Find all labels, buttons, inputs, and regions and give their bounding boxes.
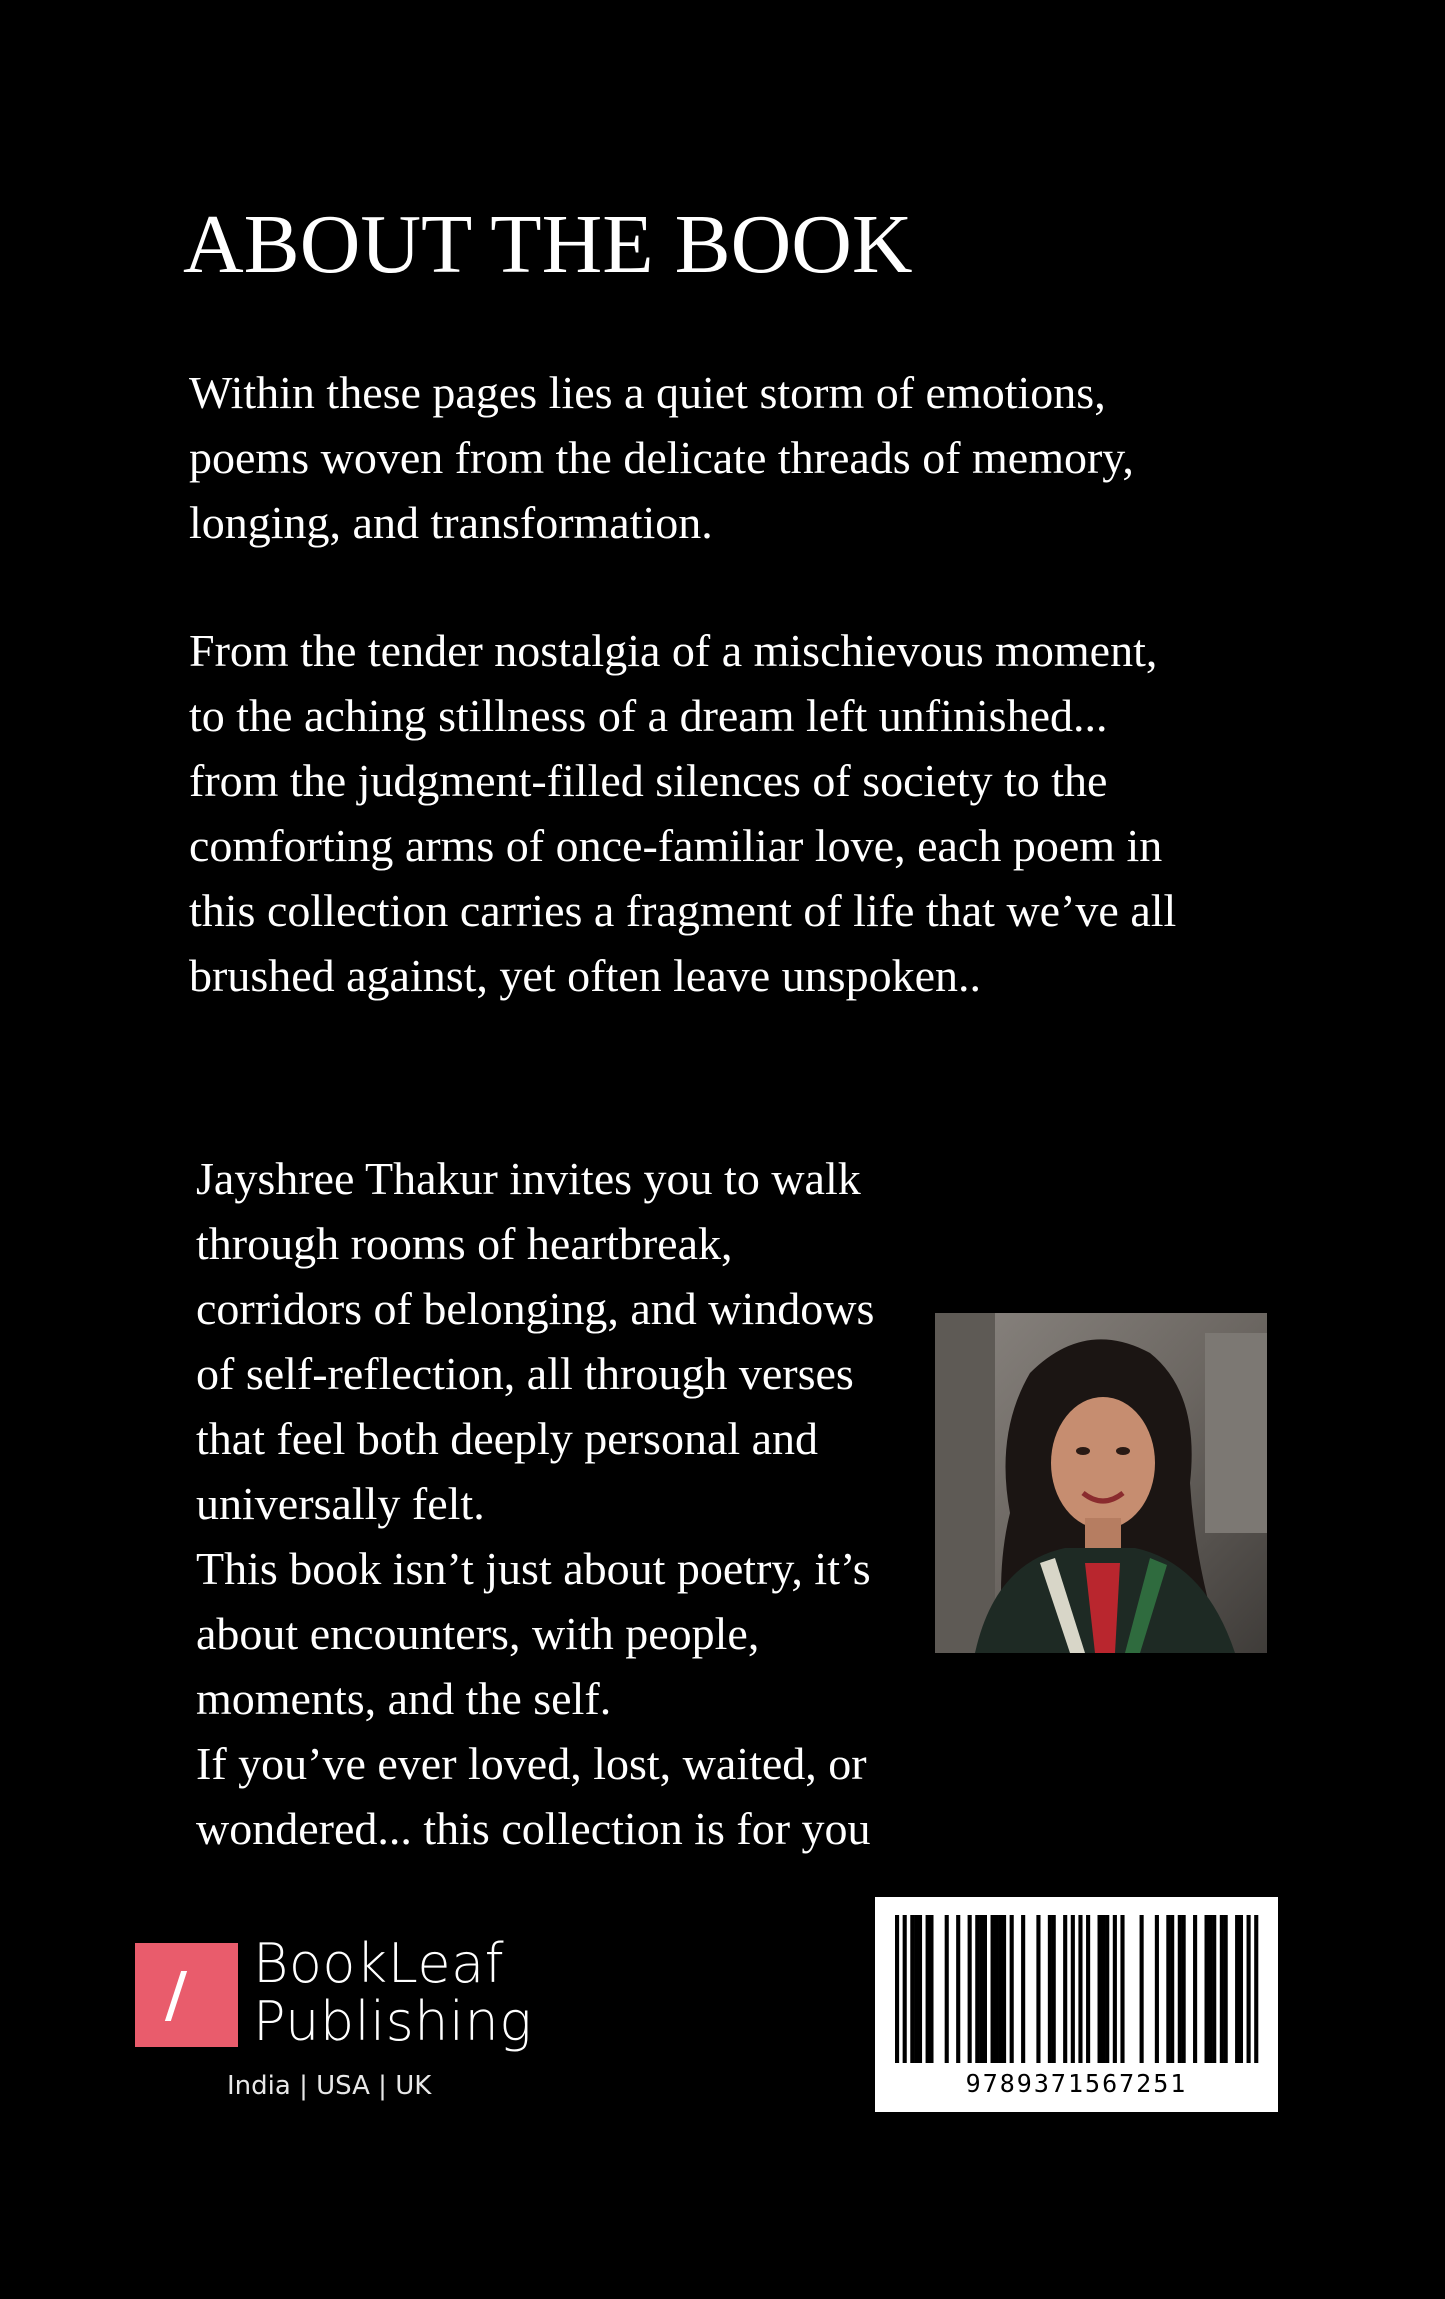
barcode-bar: [1193, 1915, 1197, 2063]
barcode-bar: [1235, 1915, 1239, 2063]
text-line: about encounters, with people,: [196, 1608, 760, 1659]
publisher-regions: India | USA | UK: [227, 2071, 432, 2101]
barcode-bar: [1063, 1915, 1067, 2063]
text-line: wondered... this collection is for you: [196, 1803, 871, 1854]
barcode-bar: [914, 1915, 918, 2063]
barcode-bar: [1170, 1915, 1174, 2063]
text-line: If you’ve ever loved, lost, waited, or: [196, 1738, 867, 1789]
text-line: poems woven from the delicate threads of memory,: [189, 432, 1134, 483]
barcode-bar: [1140, 1915, 1144, 2063]
barcode-bar: [975, 1915, 979, 2063]
barcode-bar: [1105, 1915, 1109, 2063]
barcode-bar: [968, 1915, 972, 2063]
text-line: to the aching stillness of a dream left unfinished...: [189, 690, 1108, 741]
text-line: From the tender nostalgia of a mischievous moment,: [189, 625, 1158, 676]
barcode-bar: [1254, 1915, 1258, 2063]
publisher-logo-mark: [135, 1943, 238, 2047]
text-line: from the judgment-filled silences of society to the: [189, 755, 1108, 806]
author-photo: [935, 1313, 1267, 1653]
barcode-bar: [1021, 1915, 1025, 2063]
barcode-bar: [1205, 1915, 1209, 2063]
barcode-bar: [1247, 1915, 1251, 2063]
barcode-bar: [1078, 1915, 1082, 2063]
text-line: Within these pages lies a quiet storm of emotions,: [189, 367, 1106, 418]
barcode-bar: [945, 1915, 949, 2063]
author-paragraph: [196, 1146, 874, 1861]
barcode-bar: [1010, 1915, 1014, 2063]
barcode-bar: [929, 1915, 933, 2063]
barcode-bar: [991, 1915, 995, 2063]
barcode-bar: [1120, 1915, 1124, 2063]
text-line: brushed against, yet often leave unspoken..: [189, 950, 981, 1001]
text-line: comforting arms of once-familiar love, each poem in: [189, 820, 1163, 871]
barcode-bar: [994, 1915, 998, 2063]
barcode-bar: [918, 1915, 922, 2063]
barcode-bar: [1182, 1915, 1186, 2063]
barcode-bar: [926, 1915, 930, 2063]
publisher-name-line: Publishing: [253, 1990, 533, 2053]
barcode-bar: [1178, 1915, 1182, 2063]
barcode-bar: [1086, 1915, 1090, 2063]
themes-paragraph: [189, 618, 1176, 1008]
barcode-bar: [1036, 1915, 1040, 2063]
barcode-bar: [956, 1915, 960, 2063]
text-line: moments, and the self.: [196, 1673, 612, 1724]
barcode-bar: [1220, 1915, 1224, 2063]
text-line: This book isn’t just about poetry, it’s: [196, 1543, 871, 1594]
text-line: through rooms of heartbreak,: [196, 1218, 733, 1269]
barcode-bar: [983, 1915, 987, 2063]
barcode-bar: [979, 1915, 983, 2063]
page-title: ABOUT THE BOOK: [183, 198, 913, 291]
barcode-bar: [1071, 1915, 1075, 2063]
text-line: Jayshree Thakur invites you to walk: [196, 1153, 861, 1204]
isbn-number: 9789371567251: [965, 2069, 1188, 2098]
barcode-bar: [1166, 1915, 1170, 2063]
slash-icon: [165, 1971, 187, 2021]
text-line: this collection carries a fragment of life that we’ve all: [189, 885, 1177, 936]
barcode-bar: [1239, 1915, 1243, 2063]
text-line: corridors of belonging, and windows: [196, 1283, 875, 1334]
barcode-bar: [1113, 1915, 1117, 2063]
publisher-name: [253, 1932, 533, 2053]
text-line: that feel both deeply personal and: [196, 1413, 819, 1464]
barcode-bar: [903, 1915, 907, 2063]
barcode-bar: [895, 1915, 899, 2063]
barcode-bar: [1101, 1915, 1105, 2063]
text-line: universally felt.: [196, 1478, 485, 1529]
barcode-bar: [1048, 1915, 1052, 2063]
barcode-bar: [1002, 1915, 1006, 2063]
intro-paragraph: [189, 360, 1134, 555]
barcode-bar: [1224, 1915, 1228, 2063]
barcode-bar: [1212, 1915, 1216, 2063]
barcode-bar: [1208, 1915, 1212, 2063]
barcode-bar: [910, 1915, 914, 2063]
publisher-name-line: BookLeaf: [253, 1932, 505, 1995]
isbn-barcode: [875, 1897, 1278, 2112]
barcode-bar: [1155, 1915, 1159, 2063]
barcode-bar: [998, 1915, 1002, 2063]
barcode-bar: [1052, 1915, 1056, 2063]
text-line: longing, and transformation.: [189, 497, 713, 548]
barcode-bar: [1098, 1915, 1102, 2063]
publisher-logo: [135, 1932, 555, 2113]
text-line: of self-reflection, all through verses: [196, 1348, 854, 1399]
